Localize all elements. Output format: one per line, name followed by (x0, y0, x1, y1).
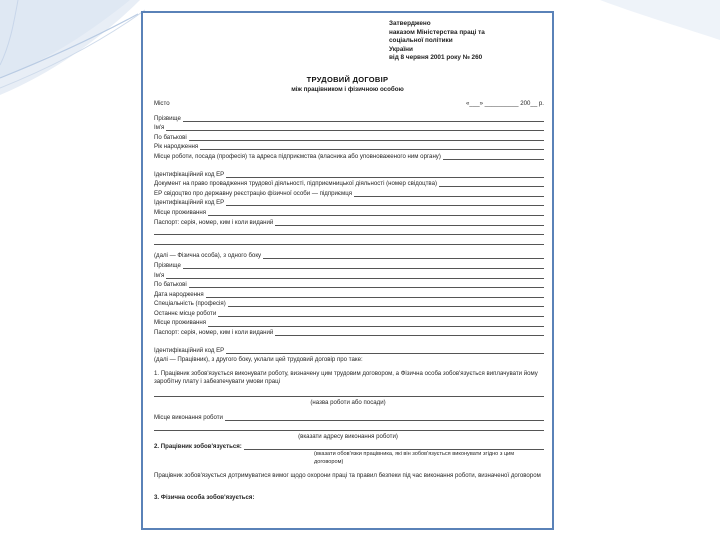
field-label: Ідентифікаційний код ЕР (154, 170, 225, 178)
field-label: Місце виконання роботи (154, 414, 223, 422)
field-label: (далі — Фізична особа), з одного боку (154, 252, 262, 260)
approval-line: наказом Міністерства праці та (389, 28, 485, 36)
fill-line (154, 215, 544, 216)
approval-line: соціальної політики (389, 37, 453, 45)
blank-line (154, 423, 544, 433)
field-label: Останнє місце роботи (154, 309, 217, 317)
clause-heading: 2. Працівник зобов'язується: (154, 442, 242, 450)
form-field (154, 152, 544, 162)
field-label: Місце проживання (154, 319, 207, 327)
field-label: Рік народження (154, 143, 199, 151)
form-field (154, 309, 544, 319)
approval-line: України (389, 45, 413, 53)
blank-line (154, 389, 544, 399)
form-field (154, 251, 544, 261)
fill-line (154, 130, 544, 131)
form-field (154, 413, 544, 423)
field-label: По батькові (154, 281, 187, 289)
form-field (154, 346, 544, 356)
contract-form (154, 99, 544, 503)
clause-text-block (154, 472, 544, 488)
place-date-line (154, 99, 544, 109)
form-text (154, 355, 544, 365)
form-field (154, 318, 544, 328)
form-field (154, 299, 544, 309)
form-field (154, 198, 544, 208)
field-label: Ім'я (154, 271, 165, 279)
clause-text: 1. Працівник зобов'язується виконувати роботу, визначену цим трудовим договором, а Фізична особа зобов'язується виплачувати йому заробітну плату і забезпечувати умови праці (154, 370, 546, 386)
blank-line (154, 237, 544, 247)
field-label: По батькові (154, 133, 187, 141)
field-label: Паспорт: серія, номер, ким і коли виданий (154, 218, 274, 226)
document-subtitle: між працівником і фізичною особою (291, 86, 404, 93)
field-label: Ідентифікаційний код ЕР (154, 199, 225, 207)
clause-2 (154, 442, 544, 452)
field-label: Місце роботи, посада (професія) та адреса підприємства (власника або уповноваженого ним органу) (154, 152, 441, 160)
body-text: (далі — Працівник), з другого боку, уклали цей трудовий договір про таке: (154, 356, 363, 364)
form-field (154, 123, 544, 133)
form-field (154, 271, 544, 281)
form-field (154, 189, 544, 199)
form-field (154, 290, 544, 300)
form-field (154, 208, 544, 218)
fill-line (154, 268, 544, 269)
caption-text: (вказати обов'язки працівника, які він зобов'язується виконувати згідно з цим договором) (314, 451, 546, 466)
fill-line (154, 121, 544, 122)
field-label: Прізвище (154, 261, 181, 269)
fill-line (154, 430, 544, 431)
blank-line (154, 227, 544, 237)
form-field (154, 114, 544, 124)
form-field (154, 142, 544, 152)
date-label: «___» __________ 200__ р. (466, 100, 544, 107)
field-label: Документ на право провадження трудової діяльності, підприємницької діяльності (номер свідоцтва) (154, 180, 438, 188)
clause-text: Працівник зобов'язується дотримуватися вимог щодо охорони праці та правил безпеки під час виконання роботи, визначеної договором (154, 472, 546, 480)
fill-line (154, 287, 544, 288)
field-label: ЕР свідоцтво про державну реєстрацію фізичної особи — підприємця (154, 189, 352, 197)
form-field (154, 261, 544, 271)
fill-line (154, 140, 544, 141)
form-field (154, 133, 544, 143)
clause-3 (154, 493, 544, 503)
caption-text: (назва роботи або посади) (310, 399, 386, 407)
form-field (154, 170, 544, 180)
form-field (154, 280, 544, 290)
approval-line: Затверджено (389, 20, 431, 27)
clause-heading: 3. Фізична особа зобов'язується: (154, 494, 255, 502)
document-title: ТРУДОВИЙ ДОГОВІР (306, 75, 389, 84)
fill-line (154, 396, 544, 397)
form-field (154, 179, 544, 189)
caption-text: (вказати адресу виконання роботи) (298, 433, 398, 441)
field-label: Паспорт: серія, номер, ким і коли виданий (154, 329, 274, 337)
field-label: Місце проживання (154, 208, 207, 216)
city-label: Місто (154, 100, 170, 107)
caption (154, 432, 544, 442)
fill-line (154, 244, 544, 245)
form-field (154, 328, 544, 338)
field-label: Ідентифікаційний код ЕР (154, 346, 225, 354)
fill-line (154, 149, 544, 150)
fill-line (154, 326, 544, 327)
fill-line (154, 234, 544, 235)
clause-1 (154, 370, 544, 389)
field-label: Прізвище (154, 114, 181, 122)
fill-line (154, 297, 544, 298)
approval-line: від 8 червня 2001 року № 260 (389, 54, 483, 62)
approval-stamp (389, 20, 549, 63)
document-page (141, 11, 554, 530)
field-label: Спеціальність (професія) (154, 300, 226, 308)
field-label: Дата народження (154, 290, 204, 298)
field-label: Ім'я (154, 124, 165, 132)
form-field (154, 218, 544, 228)
caption (154, 398, 544, 408)
caption (154, 451, 544, 467)
fill-line (154, 278, 544, 279)
